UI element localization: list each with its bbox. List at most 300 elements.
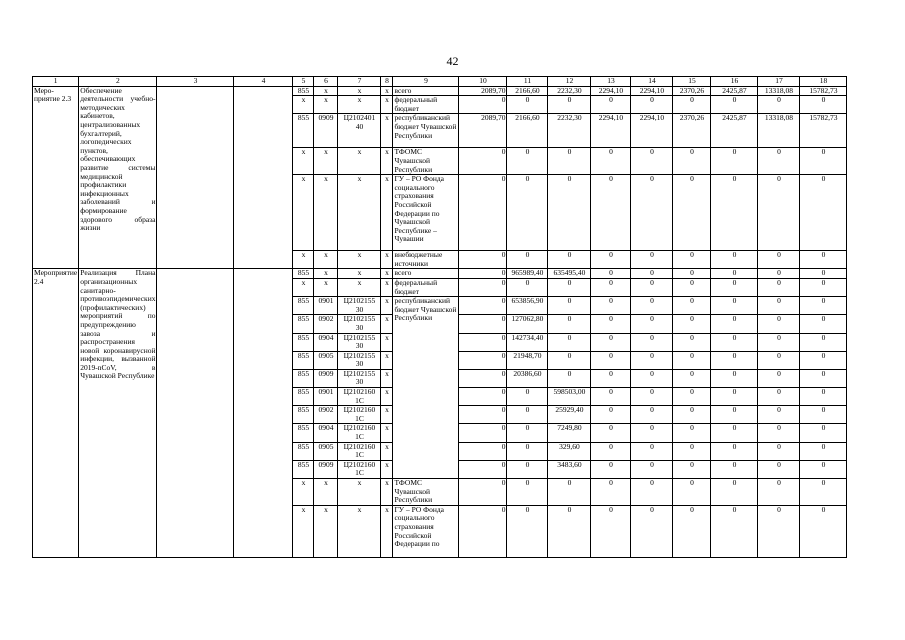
expense-type-cell: х — [381, 297, 393, 315]
amount-cell: 0 — [673, 175, 711, 251]
amount-cell: 0 — [711, 424, 758, 442]
target-article-cell: Ц2102160 1С — [338, 424, 381, 442]
funding-source-cell: ГУ – РО Фонда социального страхования Российской Федерации по — [393, 505, 459, 557]
amount-cell: 0 — [711, 297, 758, 315]
amount-cell: 0 — [631, 251, 673, 269]
expense-type-cell: х — [381, 148, 393, 175]
amount-cell: 0 — [631, 333, 673, 351]
column-number-header: 3 — [157, 77, 234, 87]
expense-type-cell: х — [381, 96, 393, 114]
expense-type-cell: х — [381, 278, 393, 296]
funding-source-cell: федеральный бюджет — [393, 96, 459, 114]
amount-cell: 0 — [758, 351, 800, 369]
amount-cell: 0 — [591, 424, 631, 442]
table-row — [33, 86, 847, 96]
amount-cell: 0 — [673, 505, 711, 557]
section-code-cell: х — [314, 269, 338, 279]
column-number-header: 16 — [711, 77, 758, 87]
column-number-header: 2 — [79, 77, 157, 87]
section-code-cell: 0902 — [314, 315, 338, 333]
responsible-executor-cell — [157, 86, 234, 269]
section-code-cell: х — [314, 505, 338, 557]
amount-cell: 0 — [758, 369, 800, 387]
amount-cell: 0 — [548, 333, 591, 351]
funding-source-cell: республиканский бюджет Чувашской Республики — [393, 114, 459, 148]
section-code-cell: х — [314, 96, 338, 114]
amount-cell: 3483,60 — [548, 460, 591, 478]
amount-cell: 0 — [459, 269, 507, 279]
amount-cell: 0 — [673, 388, 711, 406]
budget-code-cell: 855 — [293, 442, 314, 460]
amount-cell: 0 — [758, 333, 800, 351]
amount-cell: 0 — [507, 479, 548, 506]
responsible-executor-cell — [157, 269, 234, 557]
expense-type-cell: х — [381, 406, 393, 424]
section-code-cell: х — [314, 148, 338, 175]
amount-cell: 0 — [758, 388, 800, 406]
target-article-cell: Ц2102160 1С — [338, 406, 381, 424]
budget-code-cell: 855 — [293, 424, 314, 442]
amount-cell: 0 — [591, 442, 631, 460]
section-code-cell: х — [314, 479, 338, 506]
amount-cell: 0 — [673, 251, 711, 269]
amount-cell: 0 — [800, 505, 847, 557]
amount-cell: 0 — [800, 388, 847, 406]
amount-cell: 0 — [591, 388, 631, 406]
target-article-cell: х — [338, 251, 381, 269]
amount-cell: 0 — [631, 278, 673, 296]
amount-cell: 0 — [548, 505, 591, 557]
budget-code-cell: 855 — [293, 388, 314, 406]
amount-cell: 0 — [591, 96, 631, 114]
section-code-cell: х — [314, 251, 338, 269]
amount-cell: 0 — [459, 424, 507, 442]
amount-cell: 0 — [507, 505, 548, 557]
budget-code-cell: х — [293, 505, 314, 557]
amount-cell: 0 — [507, 251, 548, 269]
amount-cell: 0 — [459, 333, 507, 351]
amount-cell: 0 — [800, 96, 847, 114]
amount-cell: 0 — [758, 406, 800, 424]
amount-cell: 2370,26 — [673, 114, 711, 148]
section-code-cell: 0909 — [314, 460, 338, 478]
amount-cell: 0 — [548, 351, 591, 369]
funding-source-cell: внебюджетные источники — [393, 251, 459, 269]
section-code-cell: 0905 — [314, 351, 338, 369]
expense-type-cell: х — [381, 460, 393, 478]
amount-cell: 0 — [711, 351, 758, 369]
amount-cell: 0 — [591, 351, 631, 369]
amount-cell: 0 — [673, 424, 711, 442]
budget-code-cell: х — [293, 96, 314, 114]
amount-cell: 0 — [591, 460, 631, 478]
amount-cell: 0 — [591, 251, 631, 269]
amount-cell: 0 — [631, 297, 673, 315]
amount-cell: 0 — [673, 442, 711, 460]
budget-code-cell: х — [293, 479, 314, 506]
amount-cell: 0 — [631, 505, 673, 557]
section-code-cell: 0902 — [314, 406, 338, 424]
amount-cell: 0 — [548, 96, 591, 114]
amount-cell: 0 — [631, 388, 673, 406]
section-code-cell: 0909 — [314, 114, 338, 148]
budget-table — [32, 76, 847, 558]
amount-cell: 0 — [507, 442, 548, 460]
amount-cell: 2089,70 — [459, 86, 507, 96]
budget-code-cell: 855 — [293, 114, 314, 148]
amount-cell: 0 — [507, 278, 548, 296]
amount-cell: 0 — [631, 269, 673, 279]
amount-cell: 0 — [631, 406, 673, 424]
amount-cell: 0 — [673, 269, 711, 279]
budget-code-cell: х — [293, 278, 314, 296]
amount-cell: 0 — [711, 460, 758, 478]
budget-code-cell: 855 — [293, 460, 314, 478]
amount-cell: 0 — [800, 251, 847, 269]
amount-cell: 0 — [591, 148, 631, 175]
measure-description-cell: Обеспечение деятельности учебно-методических кабинетов, централизованных бухгалтерий, логопедических пунктов, обеспечивающих развитие системы медицинской профилактики инфекционных заболеваний и формирование здорового образа жизни — [79, 86, 157, 269]
amount-cell: 0 — [800, 460, 847, 478]
amount-cell: 0 — [800, 333, 847, 351]
target-article-cell: х — [338, 505, 381, 557]
amount-cell: 0 — [591, 505, 631, 557]
target-article-cell: Ц2102160 1С — [338, 442, 381, 460]
amount-cell: 127062,80 — [507, 315, 548, 333]
target-article-cell: Ц2102155 30 — [338, 315, 381, 333]
target-article-cell: х — [338, 269, 381, 279]
amount-cell: 0 — [673, 406, 711, 424]
funding-source-cell: федеральный бюджет — [393, 278, 459, 296]
amount-cell: 0 — [758, 424, 800, 442]
amount-cell: 0 — [459, 148, 507, 175]
amount-cell: 0 — [758, 442, 800, 460]
budget-code-cell: 855 — [293, 333, 314, 351]
section-code-cell: 0901 — [314, 297, 338, 315]
amount-cell: 0 — [800, 479, 847, 506]
amount-cell: 0 — [673, 315, 711, 333]
amount-cell: 0 — [673, 460, 711, 478]
target-article-cell: Ц2102401 40 — [338, 114, 381, 148]
column-number-header: 15 — [673, 77, 711, 87]
amount-cell: 0 — [631, 442, 673, 460]
co-executor-cell — [234, 86, 293, 269]
amount-cell: 0 — [459, 96, 507, 114]
target-article-cell: Ц2102160 1С — [338, 460, 381, 478]
column-number-header: 9 — [393, 77, 459, 87]
amount-cell: 0 — [758, 460, 800, 478]
amount-cell: 0 — [591, 333, 631, 351]
amount-cell: 635495,40 — [548, 269, 591, 279]
amount-cell: 0 — [711, 278, 758, 296]
amount-cell: 653856,90 — [507, 297, 548, 315]
amount-cell: 0 — [507, 148, 548, 175]
amount-cell: 0 — [591, 297, 631, 315]
amount-cell: 0 — [758, 315, 800, 333]
target-article-cell: х — [338, 479, 381, 506]
amount-cell: 13318,08 — [758, 86, 800, 96]
amount-cell: 0 — [591, 479, 631, 506]
amount-cell: 0 — [548, 297, 591, 315]
amount-cell: 0 — [631, 460, 673, 478]
amount-cell: 2166,60 — [507, 86, 548, 96]
amount-cell: 0 — [673, 351, 711, 369]
amount-cell: 0 — [758, 175, 800, 251]
amount-cell: 0 — [459, 442, 507, 460]
amount-cell: 0 — [673, 333, 711, 351]
amount-cell: 0 — [673, 297, 711, 315]
page-number: 42 — [446, 54, 459, 68]
amount-cell: 0 — [548, 278, 591, 296]
target-article-cell: Ц2102155 30 — [338, 351, 381, 369]
amount-cell: 15782,73 — [800, 86, 847, 96]
amount-cell: 0 — [800, 406, 847, 424]
funding-source-cell: всего — [393, 269, 459, 279]
amount-cell: 2294,10 — [591, 86, 631, 96]
target-article-cell: х — [338, 278, 381, 296]
section-code-cell: 0904 — [314, 424, 338, 442]
amount-cell: 0 — [711, 388, 758, 406]
measure-label-cell: Мероприятие 2.4 — [33, 269, 79, 557]
amount-cell: 0 — [459, 315, 507, 333]
expense-type-cell: х — [381, 333, 393, 351]
amount-cell: 0 — [711, 148, 758, 175]
amount-cell: 0 — [507, 175, 548, 251]
amount-cell: 0 — [631, 175, 673, 251]
section-code-cell: х — [314, 175, 338, 251]
budget-code-cell: 855 — [293, 297, 314, 315]
amount-cell: 0 — [800, 148, 847, 175]
amount-cell: 25929,40 — [548, 406, 591, 424]
co-executor-cell — [234, 269, 293, 557]
amount-cell: 0 — [758, 505, 800, 557]
target-article-cell: х — [338, 148, 381, 175]
amount-cell: 0 — [711, 442, 758, 460]
amount-cell: 0 — [631, 148, 673, 175]
column-number-header: 8 — [381, 77, 393, 87]
amount-cell: 2294,10 — [591, 114, 631, 148]
amount-cell: 0 — [507, 424, 548, 442]
column-number-header: 13 — [591, 77, 631, 87]
column-number-header: 10 — [459, 77, 507, 87]
funding-source-cell: ГУ – РО Фонда социального страхования Российской Федерации по Чувашской Республике – Чувашии — [393, 175, 459, 251]
measure-description-cell: Реализация Плана организационных санитарно-противоэпидемических (профилактических) мероприятий по предупреждению завоза и распространения новой коронавирусной инфекции, вызванной 2019-nCoV, в Чувашской Республике — [79, 269, 157, 557]
amount-cell: 0 — [459, 251, 507, 269]
amount-cell: 0 — [591, 315, 631, 333]
budget-code-cell: х — [293, 251, 314, 269]
amount-cell: 0 — [459, 388, 507, 406]
column-number-header: 11 — [507, 77, 548, 87]
budget-code-cell: х — [293, 148, 314, 175]
amount-cell: 0 — [459, 479, 507, 506]
amount-cell: 0 — [758, 96, 800, 114]
expense-type-cell: х — [381, 442, 393, 460]
amount-cell: 142734,40 — [507, 333, 548, 351]
amount-cell: 0 — [673, 479, 711, 506]
amount-cell: 2425,87 — [711, 114, 758, 148]
amount-cell: 0 — [507, 460, 548, 478]
amount-cell: 0 — [673, 148, 711, 175]
target-article-cell: х — [338, 96, 381, 114]
amount-cell: 2425,87 — [711, 86, 758, 96]
section-code-cell: х — [314, 86, 338, 96]
target-article-cell: Ц2102155 30 — [338, 333, 381, 351]
amount-cell: 2089,70 — [459, 114, 507, 148]
header-row — [33, 77, 847, 87]
amount-cell: 0 — [548, 251, 591, 269]
amount-cell: 0 — [631, 315, 673, 333]
section-code-cell: 0905 — [314, 442, 338, 460]
amount-cell: 0 — [459, 460, 507, 478]
amount-cell: 965989,40 — [507, 269, 548, 279]
budget-code-cell: 855 — [293, 351, 314, 369]
expense-type-cell: х — [381, 479, 393, 506]
amount-cell: 0 — [711, 315, 758, 333]
column-number-header: 5 — [293, 77, 314, 87]
amount-cell: 0 — [459, 406, 507, 424]
amount-cell: 0 — [459, 297, 507, 315]
amount-cell: 0 — [631, 369, 673, 387]
column-number-header: 18 — [800, 77, 847, 87]
funding-source-cell: республиканский бюджет Чувашской Республики — [393, 297, 459, 479]
target-article-cell: Ц2102160 1С — [338, 388, 381, 406]
section-code-cell: 0904 — [314, 333, 338, 351]
amount-cell: 0 — [711, 96, 758, 114]
amount-cell: 0 — [631, 96, 673, 114]
column-number-header: 7 — [338, 77, 381, 87]
expense-type-cell: х — [381, 86, 393, 96]
amount-cell: 0 — [758, 148, 800, 175]
amount-cell: 0 — [800, 297, 847, 315]
amount-cell: 2294,10 — [631, 86, 673, 96]
expense-type-cell: х — [381, 351, 393, 369]
amount-cell: 0 — [673, 369, 711, 387]
amount-cell: 0 — [631, 424, 673, 442]
measure-label-cell: Меро-приятие 2.3 — [33, 86, 79, 269]
budget-code-cell: 855 — [293, 369, 314, 387]
amount-cell: 21948,70 — [507, 351, 548, 369]
amount-cell: 0 — [711, 406, 758, 424]
amount-cell: 0 — [673, 278, 711, 296]
amount-cell: 15782,73 — [800, 114, 847, 148]
amount-cell: 2166,60 — [507, 114, 548, 148]
amount-cell: 0 — [758, 297, 800, 315]
expense-type-cell: х — [381, 269, 393, 279]
amount-cell: 0 — [758, 479, 800, 506]
amount-cell: 0 — [631, 479, 673, 506]
funding-source-cell: ТФОМС Чувашской Республики — [393, 148, 459, 175]
amount-cell: 0 — [591, 406, 631, 424]
column-number-header: 14 — [631, 77, 673, 87]
section-code-cell: 0901 — [314, 388, 338, 406]
amount-cell: 0 — [800, 315, 847, 333]
amount-cell: 0 — [507, 388, 548, 406]
amount-cell: 598503,00 — [548, 388, 591, 406]
target-article-cell: Ц2102155 30 — [338, 369, 381, 387]
table-row — [33, 269, 847, 279]
amount-cell: 0 — [800, 424, 847, 442]
amount-cell: 0 — [673, 96, 711, 114]
amount-cell: 0 — [711, 333, 758, 351]
amount-cell: 0 — [711, 369, 758, 387]
amount-cell: 0 — [758, 251, 800, 269]
amount-cell: 0 — [711, 479, 758, 506]
expense-type-cell: х — [381, 424, 393, 442]
target-article-cell: х — [338, 175, 381, 251]
amount-cell: 0 — [758, 278, 800, 296]
amount-cell: 2294,10 — [631, 114, 673, 148]
amount-cell: 0 — [459, 369, 507, 387]
amount-cell: 0 — [591, 175, 631, 251]
amount-cell: 0 — [591, 369, 631, 387]
amount-cell: 2370,26 — [673, 86, 711, 96]
target-article-cell: Ц2102155 30 — [338, 297, 381, 315]
amount-cell: 0 — [507, 96, 548, 114]
amount-cell: 0 — [758, 269, 800, 279]
amount-cell: 7249,80 — [548, 424, 591, 442]
amount-cell: 0 — [459, 278, 507, 296]
amount-cell: 13318,08 — [758, 114, 800, 148]
funding-source-cell: ТФОМС Чувашской Республики — [393, 479, 459, 506]
amount-cell: 0 — [459, 175, 507, 251]
budget-code-cell: х — [293, 175, 314, 251]
amount-cell: 0 — [507, 406, 548, 424]
amount-cell: 0 — [459, 505, 507, 557]
amount-cell: 0 — [800, 351, 847, 369]
budget-code-cell: 855 — [293, 406, 314, 424]
budget-code-cell: 855 — [293, 269, 314, 279]
funding-source-cell: всего — [393, 86, 459, 96]
amount-cell: 0 — [800, 269, 847, 279]
amount-cell: 0 — [548, 479, 591, 506]
expense-type-cell: х — [381, 388, 393, 406]
amount-cell: 0 — [591, 269, 631, 279]
amount-cell: 0 — [548, 369, 591, 387]
expense-type-cell: х — [381, 369, 393, 387]
amount-cell: 0 — [548, 148, 591, 175]
amount-cell: 0 — [711, 505, 758, 557]
amount-cell: 2232,30 — [548, 114, 591, 148]
column-number-header: 17 — [758, 77, 800, 87]
expense-type-cell: х — [381, 505, 393, 557]
amount-cell: 2232,30 — [548, 86, 591, 96]
amount-cell: 0 — [800, 175, 847, 251]
expense-type-cell: х — [381, 114, 393, 148]
column-number-header: 4 — [234, 77, 293, 87]
amount-cell: 0 — [631, 351, 673, 369]
amount-cell: 0 — [548, 315, 591, 333]
amount-cell: 0 — [711, 269, 758, 279]
column-number-header: 6 — [314, 77, 338, 87]
expense-type-cell: х — [381, 175, 393, 251]
budget-code-cell: 855 — [293, 86, 314, 96]
amount-cell: 0 — [800, 278, 847, 296]
target-article-cell: х — [338, 86, 381, 96]
amount-cell: 0 — [591, 278, 631, 296]
amount-cell: 20386,60 — [507, 369, 548, 387]
section-code-cell: 0909 — [314, 369, 338, 387]
amount-cell: 0 — [711, 251, 758, 269]
amount-cell: 0 — [459, 351, 507, 369]
column-number-header: 1 — [33, 77, 79, 87]
amount-cell: 329,60 — [548, 442, 591, 460]
budget-code-cell: 855 — [293, 315, 314, 333]
expense-type-cell: х — [381, 315, 393, 333]
amount-cell: 0 — [800, 369, 847, 387]
section-code-cell: х — [314, 278, 338, 296]
amount-cell: 0 — [711, 175, 758, 251]
amount-cell: 0 — [800, 442, 847, 460]
amount-cell: 0 — [548, 175, 591, 251]
